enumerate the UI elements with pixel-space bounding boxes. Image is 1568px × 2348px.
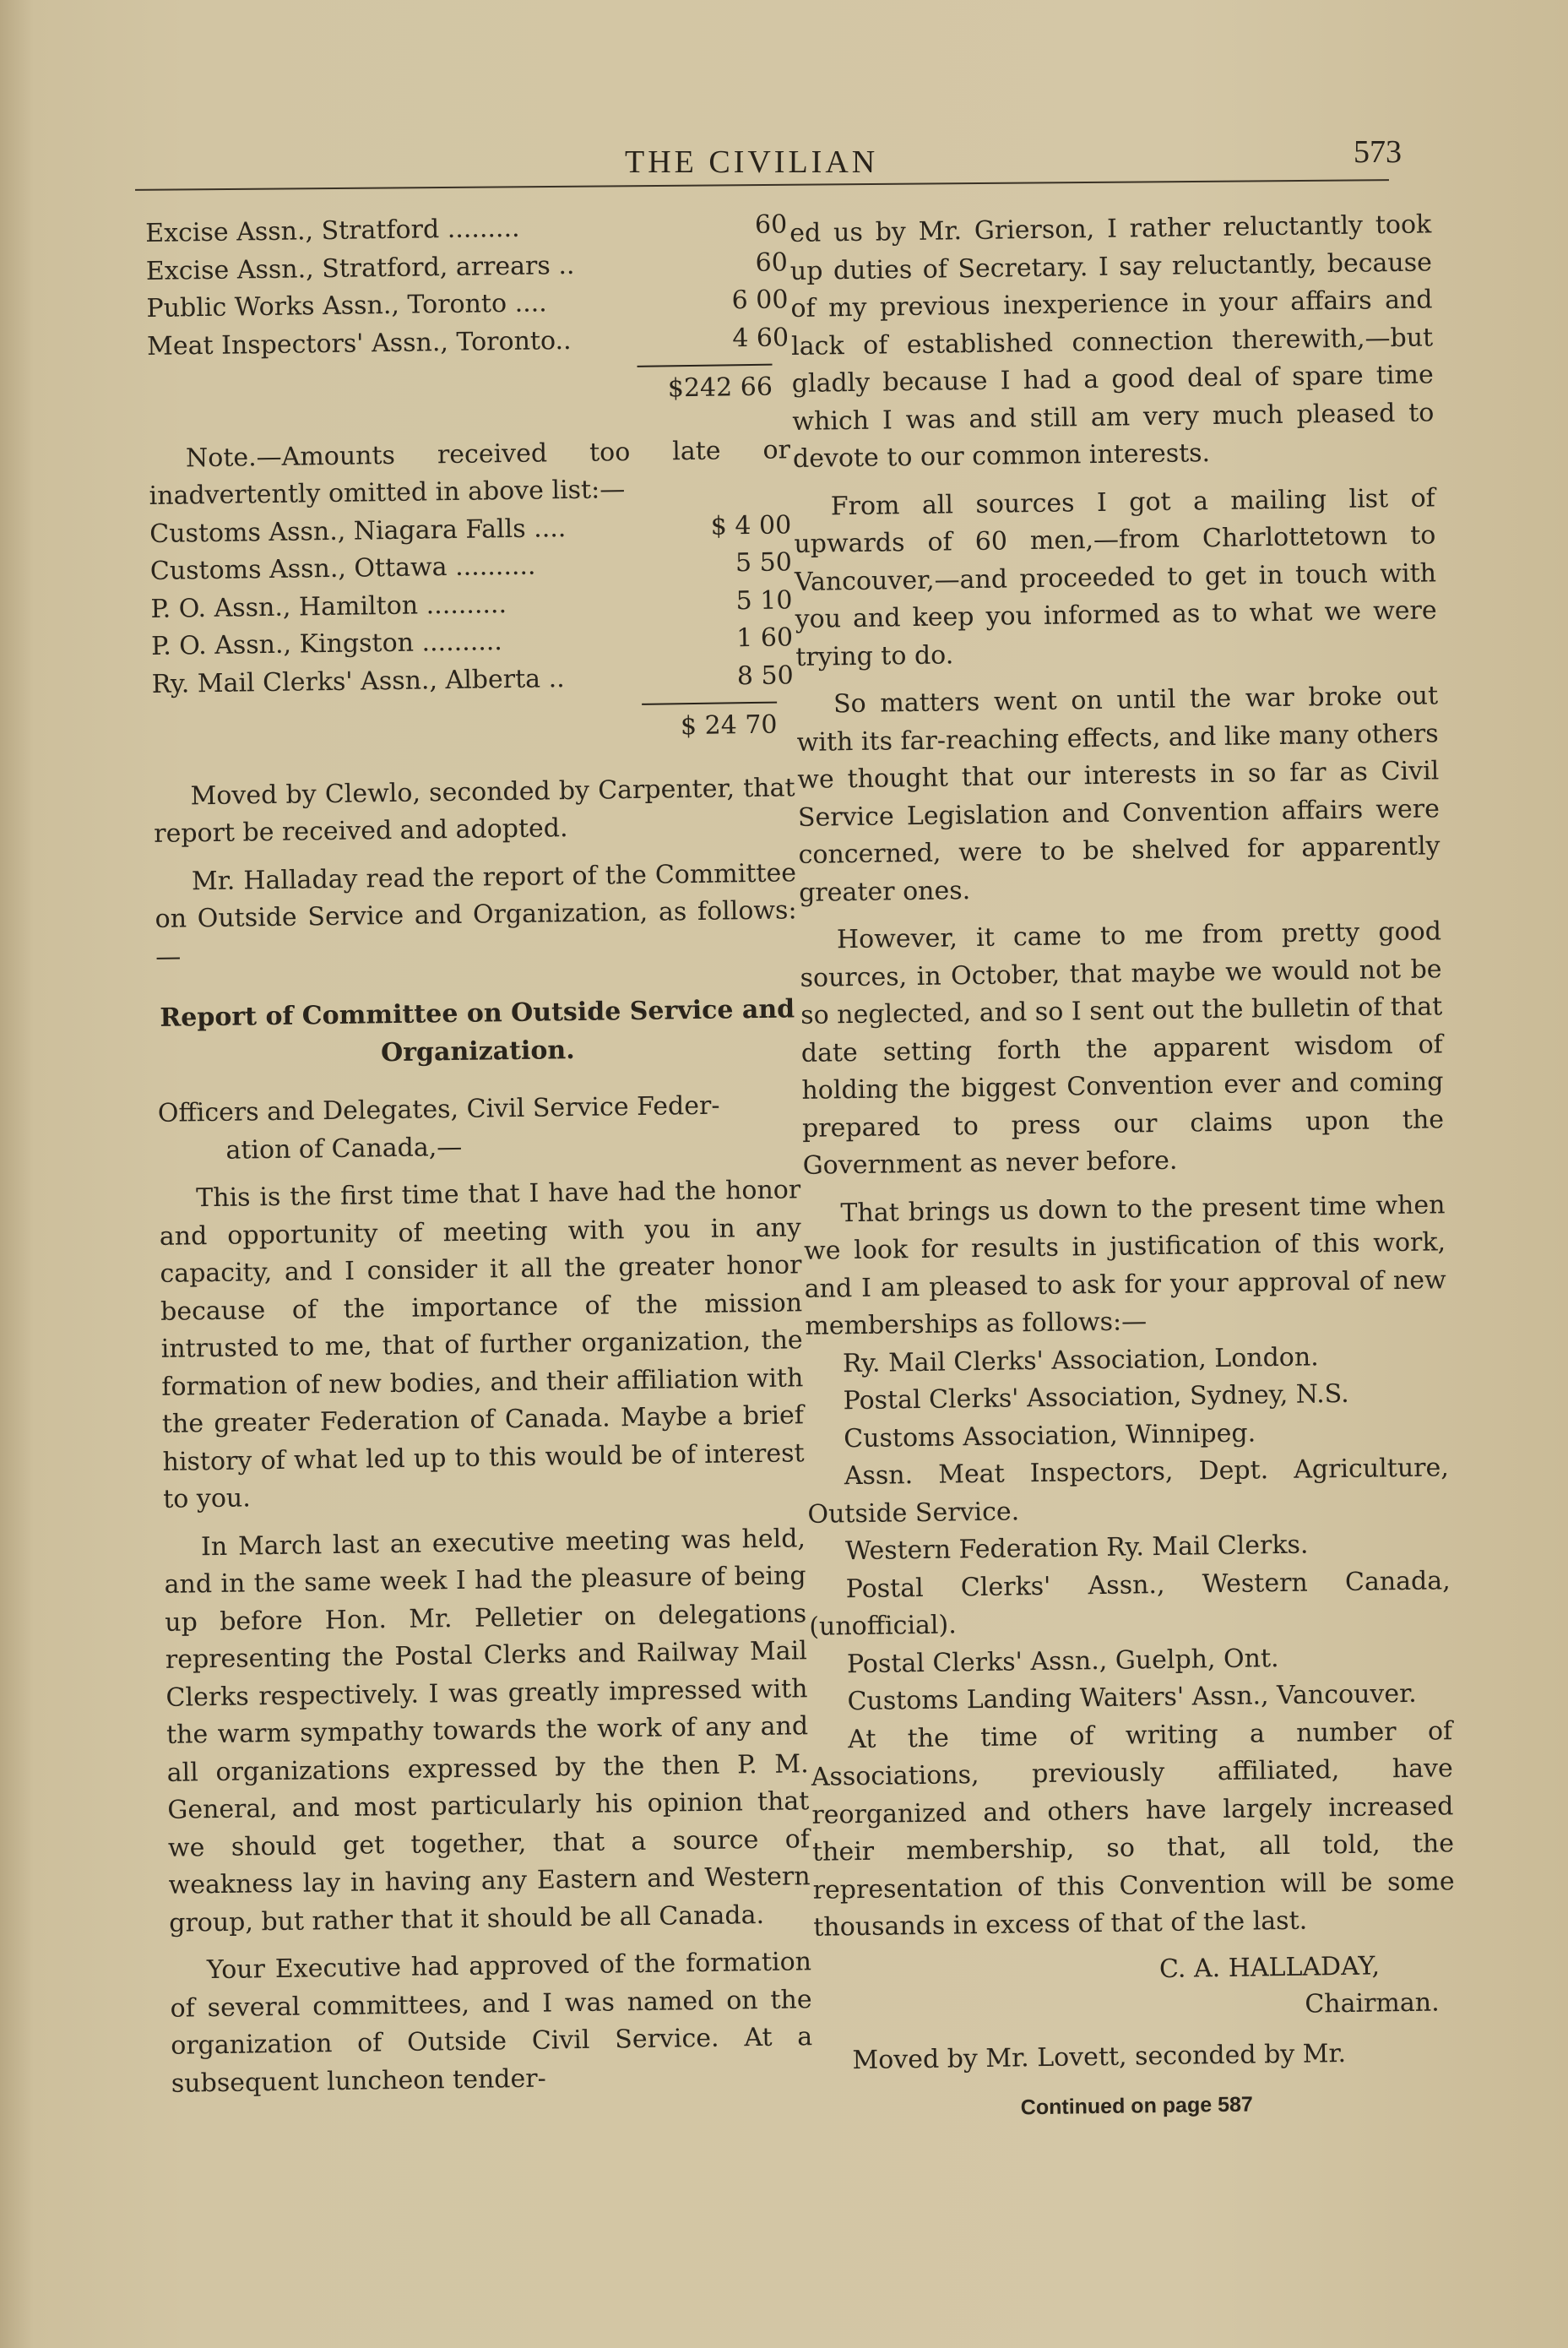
body-paragraph: Your Executive had approved of the formation of several committees, and I was named on the organization of Outside Civil Service. At a subsequent luncheon tender- <box>170 1947 813 2099</box>
list-item: Ry. Mail Clerks' Association, London. <box>842 1341 1319 1378</box>
publication-title: THE CIVILIAN <box>625 144 879 180</box>
account-amount: $ 4 00 <box>710 509 792 541</box>
account-name: Ry. Mail Clerks' Assn., Alberta .. <box>151 663 565 699</box>
account-name: P. O. Assn., Hamilton .......... <box>150 589 507 624</box>
list-item: Western Federation Ry. Mail Clerks. <box>844 1530 1309 1567</box>
list-item: Postal Clerks' Association, Sydney, N.S. <box>843 1378 1349 1416</box>
account-amount: 60 <box>754 209 788 240</box>
list-item: Customs Association, Winnipeg. <box>843 1417 1256 1454</box>
salutation-line: ation of Canada,— <box>225 1132 463 1166</box>
account-amount: 1 60 <box>736 622 794 654</box>
body-paragraph: In March last an executive meeting was held, and in the same week I had the pleasure of being up before Hon. Mr. Pelletier on delegations representing the Postal Clerks and Railway Mail Clerks respectively. I was greatly impressed with the warm sympathy towards the work of any and all organizations expressed by the then P. M. General, and most particularly his opinion that we should get together, that a source of weakness lay in having any Eastern and Western group, but rather that it should be all Canada. <box>164 1523 811 1938</box>
list-item: Assn. Meat Inspectors, Dept. Agriculture, Outside Service. <box>807 1453 1450 1530</box>
account-amount: 60 <box>755 247 789 278</box>
list-item: Postal Clerks' Assn., Western Canada, (unofficial). <box>809 1565 1451 1642</box>
report-heading: Report of Committee on Outside Service and Organization. <box>160 994 795 1068</box>
account-name: Excise Assn., Stratford ......... <box>145 213 520 248</box>
body-paragraph: ed us by Mr. Grierson, I rather reluctantly took up duties of Secretary. I say reluctantly, because of my previous inexperience in your affairs and lack of established connection therewith,—but gladly because I had a good deal of spare time which I was and still am very much pleased to devote to our common interests. <box>789 209 1435 474</box>
body-paragraph: Mr. Halladay read the report of the Committee on Outside Service and Organization, as follows:— <box>155 857 797 972</box>
accounts-total: $242 66 <box>667 372 773 404</box>
sum-rule <box>638 364 773 367</box>
account-name: Public Works Assn., Toronto .... <box>146 288 547 323</box>
account-amount: 6 00 <box>731 285 789 316</box>
body-paragraph: So matters went on until the war broke out with its far-reaching effects, and like many others we thought that our interests in so far as Civil Service Legislation and Convention affairs were concerned, were to be shelved for apparently greater ones. <box>796 681 1440 908</box>
membership-list <box>806 1337 1452 1722</box>
account-name: Meat Inspectors' Assn., Toronto.. <box>146 325 572 361</box>
list-item: Postal Clerks' Assn., Guelph, Ont. <box>846 1643 1279 1679</box>
signature-title: Chairman. <box>1305 1987 1440 2019</box>
account-amount: 5 50 <box>735 547 793 579</box>
account-name: Customs Assn., Niagara Falls .... <box>149 513 567 549</box>
account-name: Excise Assn., Stratford, arrears .. <box>145 250 575 286</box>
note-account-list <box>149 507 794 704</box>
body-paragraph: This is the first time that I have had the honor and opportunity of meeting with you in any capacity, and I consider it all the greater honor because of the importance of the mission intrusted to me, that of further organization, the formation of new bodies, and their affiliation with the greater Federation of Canada. Maybe a brief history of what led up to this would be of interest to you. <box>159 1175 805 1514</box>
body-paragraph: From all sources I got a mailing list of upwards of 60 men,—from Charlottetown to Vancouver,—and proceeded to get in touch with you and keep you informed as to what we were trying to do. <box>794 482 1437 672</box>
left-column <box>145 206 813 2102</box>
body-paragraph: However, it came to me from pretty good sources, in October, that maybe we would not be so neglected, and so I sent out the bulletin of that date setting forth the apparent wisdom of holding the biggest Convention ever and coming prepared to press our claims upon the Government as never before. <box>800 916 1445 1181</box>
sum-rule <box>642 702 777 705</box>
body-paragraph: Moved by Mr. Lovett, seconded by Mr. <box>852 2038 1347 2075</box>
body-paragraph: At the time of writing a number of Associations, previously affiliated, have reorganized and others have largely increased their membership, so that, all told, the representation of this Convention will be some thousands in excess of that of the last. <box>811 1715 1455 1943</box>
account-list <box>145 206 789 366</box>
account-amount: 5 10 <box>735 584 793 616</box>
account-name: Customs Assn., Ottawa .......... <box>149 551 536 586</box>
right-column <box>789 206 1458 2129</box>
page-number: 573 <box>1354 134 1402 170</box>
body-paragraph: Moved by Clewlo, seconded by Carpenter, that report be received and adopted. <box>153 772 795 849</box>
body-paragraph: That brings us down to the present time when we look for results in justification of this work, and I am pleased to ask for your approval of new memberships as follows:— <box>803 1189 1446 1341</box>
account-amount: 8 50 <box>736 660 794 691</box>
note-total: $ 24 70 <box>680 709 778 742</box>
account-entry <box>147 319 789 366</box>
signature-name: C. A. HALLADAY, <box>1158 1950 1381 1984</box>
account-entry <box>151 657 794 704</box>
salutation-line: Officers and Delegates, Civil Service Feder- <box>157 1090 720 1128</box>
account-amount: 4 60 <box>732 322 789 353</box>
note-paragraph: Note.—Amounts received too late or inadvertently omitted in above list:— <box>149 434 791 511</box>
list-item: Customs Landing Waiters' Assn., Vancouver. <box>847 1678 1417 1717</box>
continued-note: Continued on page 587 <box>1020 2092 1253 2120</box>
account-name: P. O. Assn., Kingston .......... <box>150 627 503 661</box>
